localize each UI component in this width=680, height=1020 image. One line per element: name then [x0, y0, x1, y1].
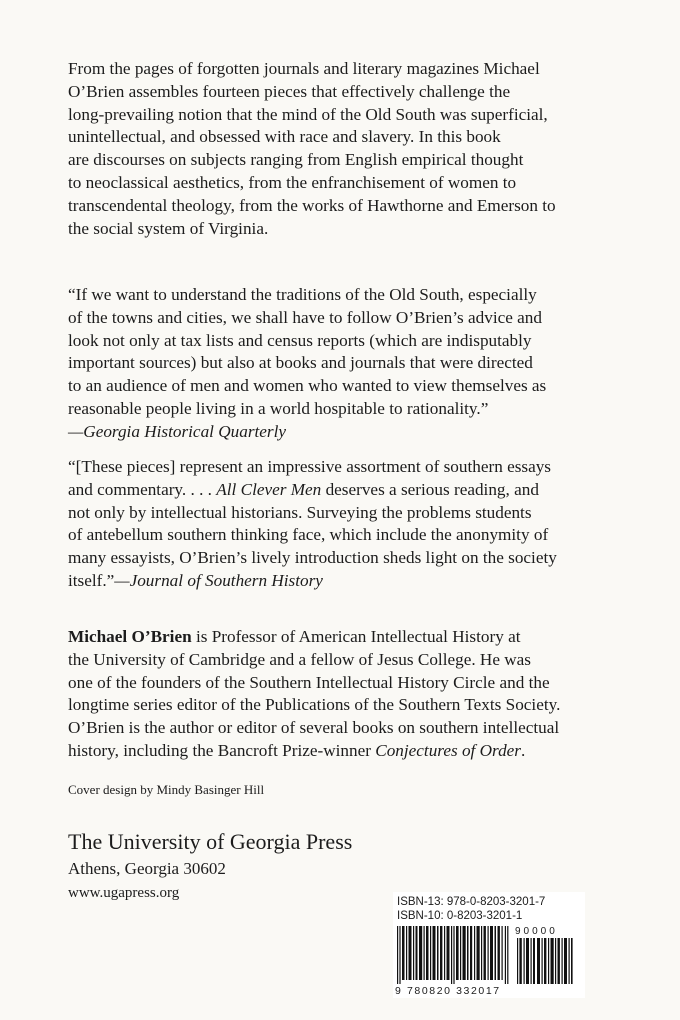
author-name: Michael O’Brien [68, 627, 192, 646]
publisher-block [68, 828, 352, 904]
price-barcode-icon [517, 938, 573, 984]
barcode-icon [397, 926, 509, 984]
publisher-address: Athens, Georgia 30602 [68, 859, 226, 878]
publisher-url: www.ugapress.org [68, 885, 180, 901]
isbn-13: ISBN-13: 978-0-8203-3201-7 [397, 896, 546, 908]
author-bio: Michael O’Brien is Professor of American Intellectual History at the University of Cambridge and a fellow of Jesus College. He was one of the founders of the Southern Intellectual History Circle and the longtime series editor of the Publications of the Southern Texts Society. O’Brien is the author or editor of several books on southern intellectual history, including the Bancroft Prize-winner Conjectures of Order. [68, 627, 561, 760]
publisher-name: The University of Georgia Press [68, 829, 353, 854]
isbn-10: ISBN-10: 0-8203-3201-1 [397, 910, 523, 922]
award-book-title: Conjectures of Order [375, 740, 521, 760]
barcode-panel [393, 892, 585, 998]
book-title: All Clever Men [216, 479, 322, 499]
price-code: 90000 [515, 926, 558, 937]
barcode-digits: 9 780820 332017 [395, 985, 501, 997]
book-description: From the pages of forgotten journals and literary magazines Michael O’Brien assembles fourteen pieces that effectively challenge the long-prevailing notion that the mind of the Old South was superficial, unintellectual, and obsessed with race and slavery. In this book are discourses on subjects ranging from English empirical thought to neoclassical aesthetics, from the enfranchisement of women to transcendental theology, from the works of Hawthorne and Emerson to the social system of Virginia. [68, 59, 556, 238]
review-georgia-historical-quarterly: “If we want to understand the traditions of the Old South, especially of the towns and cities, we shall have to follow O’Brien’s advice and look not only at tax lists and census reports (which are indisputably important sources) but also at books and journals that were directed to an audience of men and women who wanted to view themselves as reasonable people living in a world hospitable to rationality.” —Georgia Historical Quarterly [68, 285, 547, 441]
cover-credit: Cover design by Mindy Basinger Hill [68, 782, 265, 797]
review-source: —Georgia Historical Quarterly [68, 421, 287, 441]
review-source: —Journal of Southern History [114, 570, 323, 590]
review-journal-of-southern-history: “[These pieces] represent an impressive assortment of southern essays and commentary. . . . All Clever Men deserves a serious reading, and not only by intellectual historians. Surveying the problems students of antebellum southern thinking face, which include the anonymity of many essayists, O’Brien’s lively introduction sheds light on the society itself.”—Journal of Southern History [68, 457, 557, 590]
